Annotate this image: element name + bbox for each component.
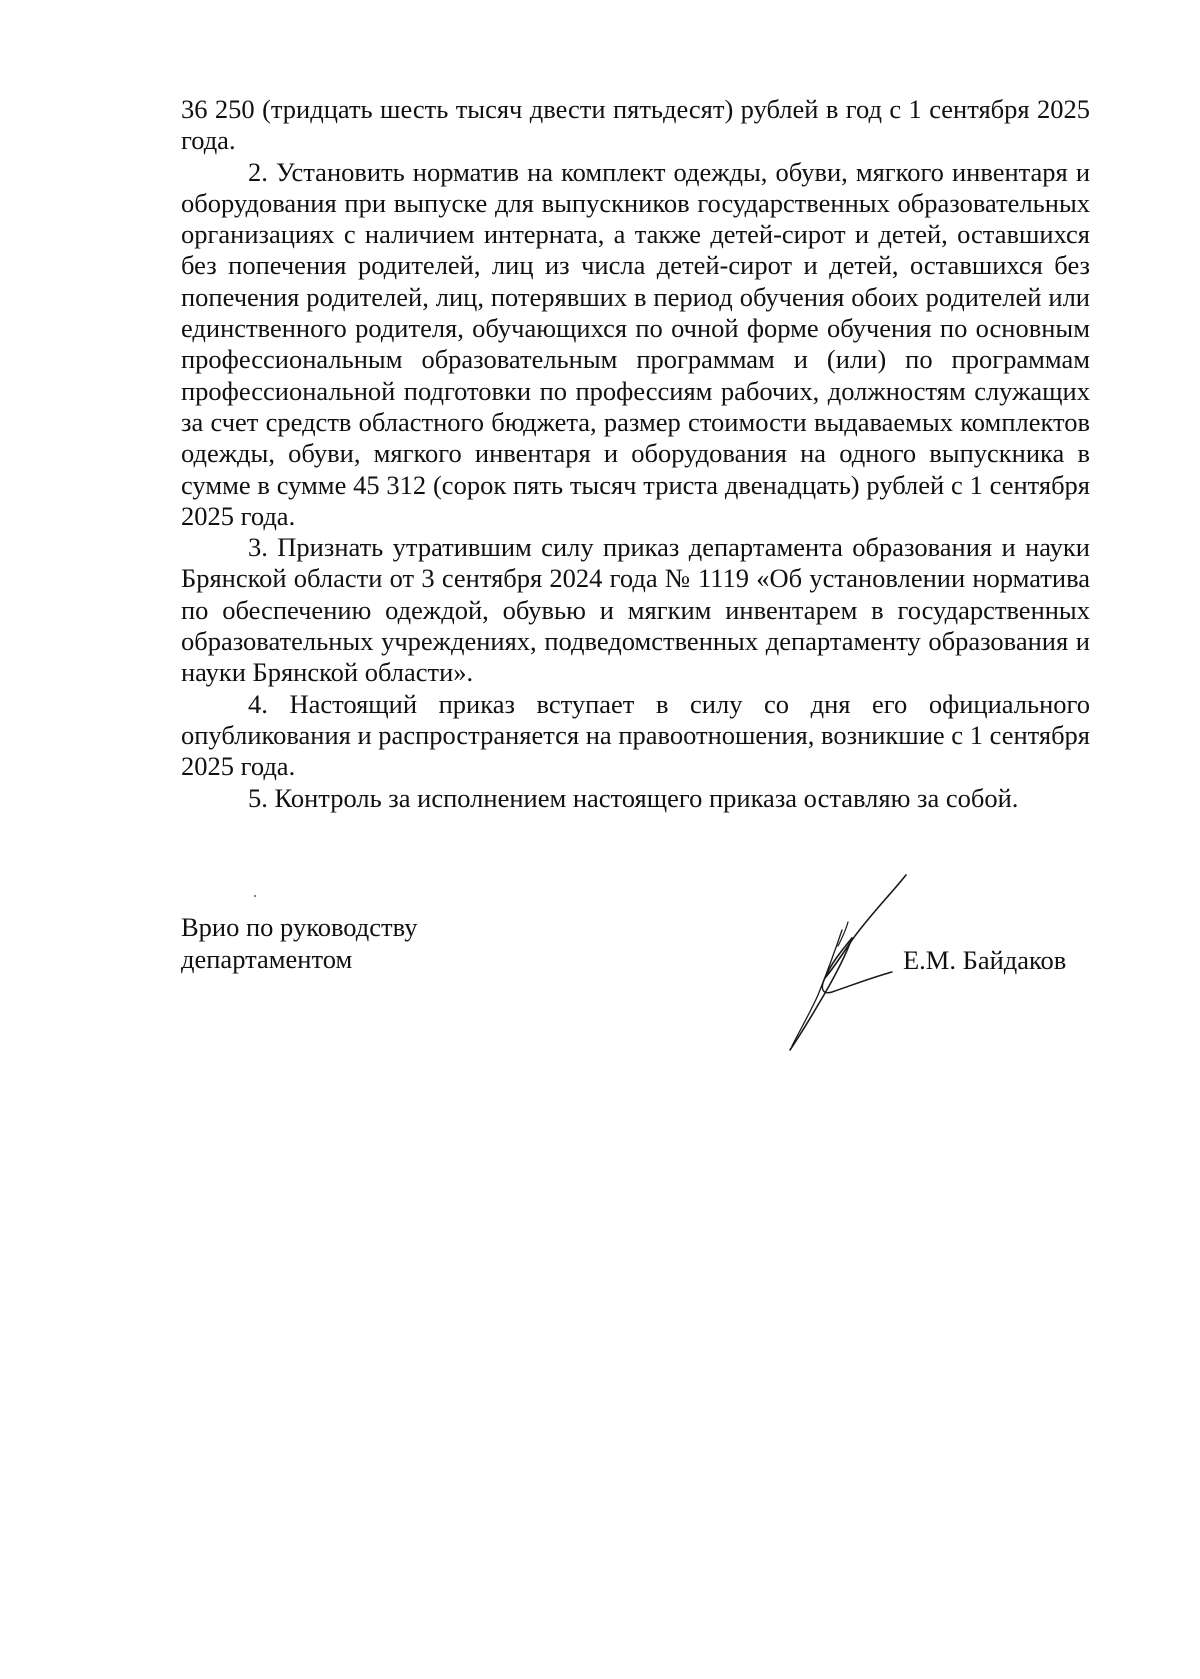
paragraph-item-2: 2. Установить норматив на комплект одежды, обуви, мягкого инвентаря и оборудования при выпуске для выпускников государственных образовательных организациях с наличием интерната, а также детей-сирот и детей, оставшихся без попечения родителей, лиц из числа детей-сирот и детей, оставшихся без попечения родителей, лиц, потерявших в период обучения обоих родителей или единственного родителя, обучающихся по очной форме обучения по основным профессиональным образовательным программам и (или) по программам профессиональной подготовки по профессиям рабочих, должностям служащих за счет средств областного бюджета, размер стоимости выдаваемых комплектов одежды, обуви, мягкого инвентаря и оборудования на одного выпускника в сумме в сумме 45 312 (сорок пять тысяч триста двенадцать) рублей с 1 сентября 2025 года.	[181, 156, 1090, 531]
signatory-position	[181, 911, 417, 975]
signatory-position-line-2: департаментом	[181, 944, 353, 974]
scan-speck	[254, 895, 256, 897]
signatory-name: Е.М. Байдаков	[903, 945, 1067, 975]
paragraph-item-4: 4. Настоящий приказ вступает в силу со дня его официального опубликования и распространяется на правоотношения, возникшие с 1 сентября 2025 года.	[181, 688, 1090, 782]
signatory-position-line-1: Врио по руководству	[181, 912, 418, 942]
paragraph-item-3: 3. Признать утратившим силу приказ департамента образования и науки Брянской области от 3 сентября 2024 года № 1119 «Об установлении норматива по обеспечению одеждой, обувью и мягким инвентарем в государственных образовательных учреждениях, подведомственных департаменту образования и науки Брянской области».	[181, 532, 1090, 688]
paragraph-continuation: 36 250 (тридцать шесть тысяч двести пятьдесят) рублей в год с 1 сентября 2025 года.	[181, 94, 1090, 156]
document-body	[181, 94, 1090, 814]
paragraph-item-5: 5. Контроль за исполнением настоящего приказа оставляю за собой.	[248, 782, 1019, 813]
